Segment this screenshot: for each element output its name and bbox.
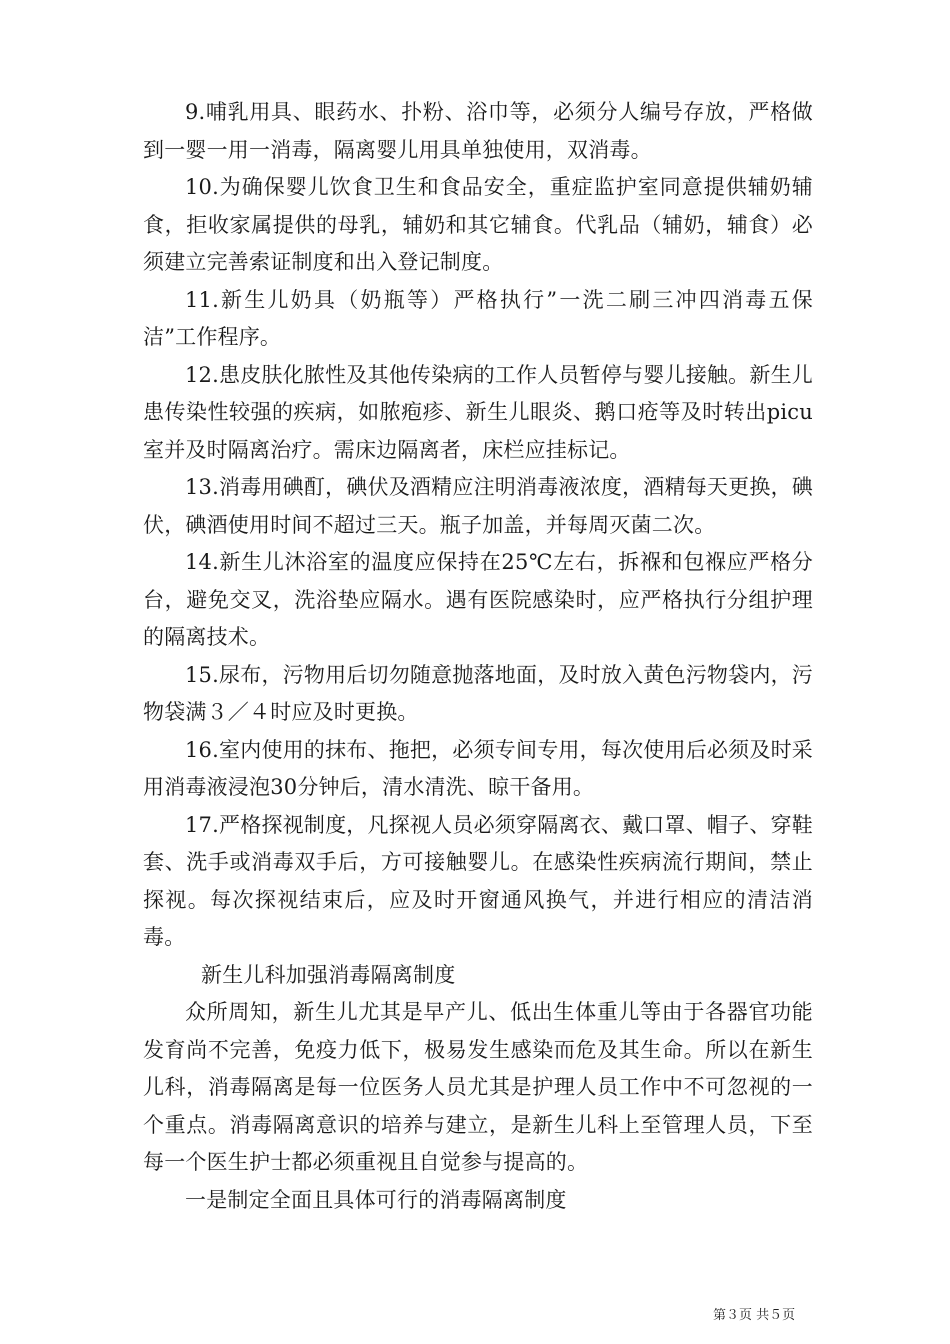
document-body xyxy=(143,94,813,1219)
intro-paragraph: 众所周知，新生儿尤其是早产儿、低出生体重儿等由于各器官功能发育尚不完善，免疫力低下，极易发生感染而危及其生命。所以在新生儿科，消毒隔离是每一位医务人员尤其是护理人员工作中不可忽视的一个重点。消毒隔离意识的培养与建立，是新生儿科上至管理人员，下至每一个医生护士都必须重视且自觉参与提高的。 xyxy=(143,1000,813,1174)
paragraph-item-17: 17.严格探视制度，凡探视人员必须穿隔离衣、戴口罩、帽子、穿鞋套、洗手或消毒双手后，方可接触婴儿。在感染性疾病流行期间，禁止探视。每次探视结束后，应及时开窗通风换气，并进行相应的清洁消毒。 xyxy=(143,812,813,949)
paragraph-item-12: 12.患皮肤化脓性及其他传染病的工作人员暂停与婴儿接触。新生儿患传染性较强的疾病，如脓疱疹、新生儿眼炎、鹅口疮等及时转出picu室并及时隔离治疗。需床边隔离者，床栏应挂标记。 xyxy=(143,362,813,462)
paragraph-item-11: 11.新生儿奶具（奶瓶等）严格执行”一洗二刷三冲四消毒五保洁”工作程序。 xyxy=(143,287,813,349)
subsection-line: 一是制定全面且具体可行的消毒隔离制度 xyxy=(185,1187,567,1212)
paragraph-item-13: 13.消毒用碘酊，碘伏及酒精应注明消毒液浓度，酒精每天更换，碘伏，碘酒使用时间不超过三天。瓶子加盖，并每周灭菌二次。 xyxy=(143,475,813,537)
paragraph-item-14: 14.新生儿沐浴室的温度应保持在25℃左右，拆褓和包褓应严格分台，避免交叉，洗浴垫应隔水。遇有医院感染时，应严格执行分组护理的隔离技术。 xyxy=(143,550,813,649)
paragraph-item-16: 16.室内使用的抹布、拖把，必须专间专用，每次使用后必须及时采用消毒液浸泡30分钟后，清水清洗、晾干备用。 xyxy=(143,737,813,799)
paragraph-item-10: 10.为确保婴儿饮食卫生和食品安全，重症监护室同意提供辅奶辅食，拒收家属提供的母乳，辅奶和其它辅食。代乳品（辅奶，辅食）必须建立完善索证制度和出入登记制度。 xyxy=(143,175,813,274)
paragraph-item-9: 9.哺乳用具、眼药水、扑粉、浴巾等，必须分人编号存放，严格做到一婴一用一消毒，隔离婴儿用具单独使用，双消毒。 xyxy=(143,100,813,162)
paragraph-item-15: 15.尿布，污物用后切勿随意抛落地面，及时放入黄色污物袋内，污物袋满３／４时应及时更换。 xyxy=(143,662,813,724)
section-heading: 新生儿科加强消毒隔离制度 xyxy=(201,962,456,987)
page-number-footer: 第３页 共５页 xyxy=(713,1308,796,1323)
